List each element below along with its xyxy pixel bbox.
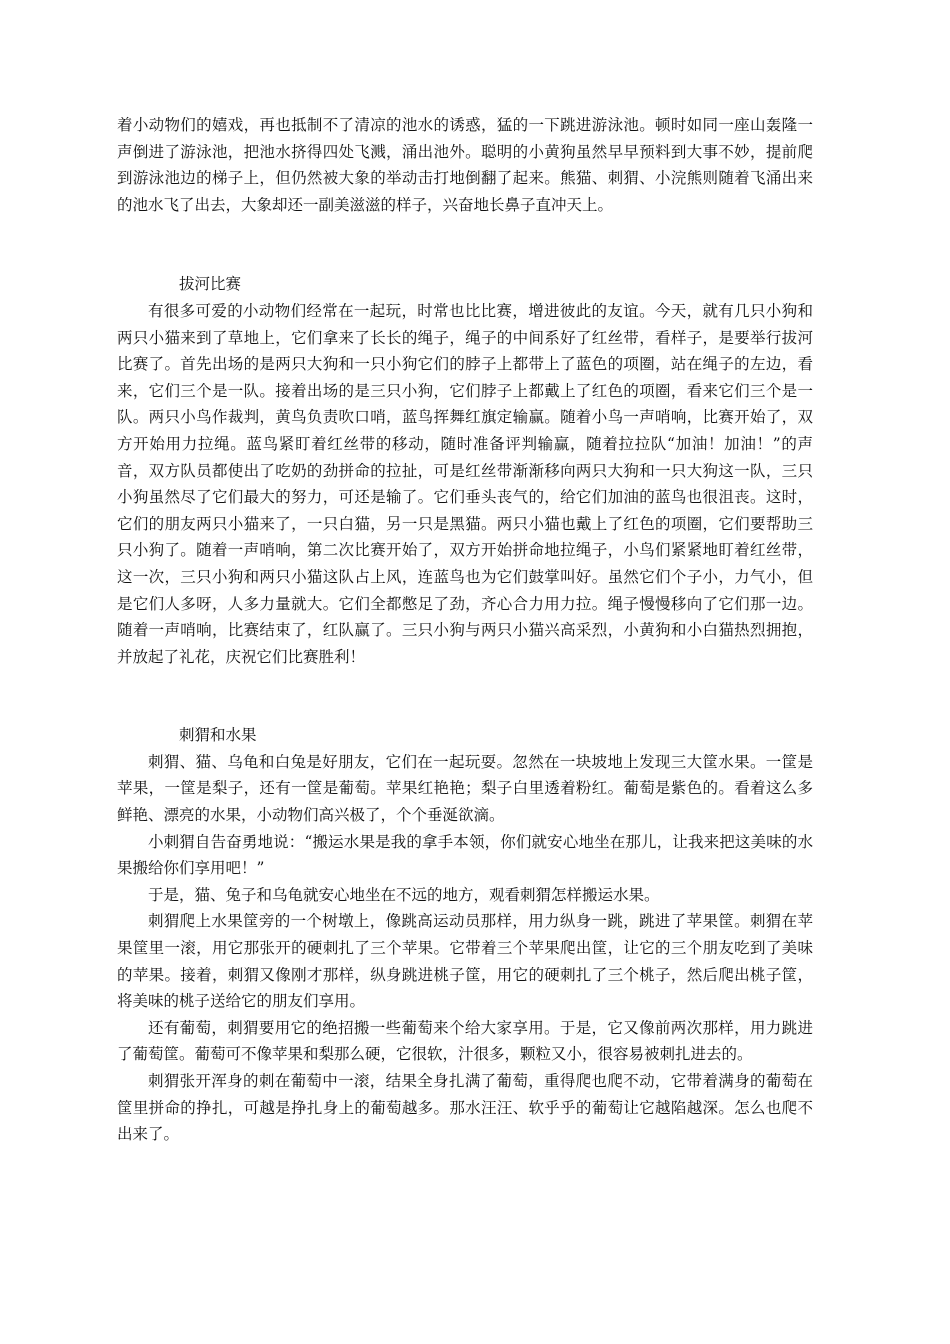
story-hedgehog-paragraph-2: 小刺猬自告奋勇地说：“搬运水果是我的拿手本领，你们就安心地坐在那儿，让我来把这美味的水果搬给你们享用吧！” [117, 832, 813, 878]
section-spacer [117, 670, 813, 722]
story-title-hedgehog: 刺猬和水果 [179, 726, 257, 745]
section-spacer [117, 218, 813, 271]
story-hedgehog-paragraph-5: 还有葡萄，刺猬要用它的绝招搬一些葡萄来个给大家享用。于是，它又像前两次那样，用力跳进了葡萄筐。葡萄可不像苹果和梨那么硬，它很软，汁很多，颗粒又小，很容易被刺扎进去的。 [117, 1018, 813, 1064]
story-hedgehog-paragraph-1: 刺猬、猫、乌龟和白兔是好朋友，它们在一起玩耍。忽然在一块坡地上发现三大筐水果。一筐是苹果，一筐是梨子，还有一筐是葡萄。苹果红艳艳；梨子白里透着粉红。葡萄是紫色的。看着这么多鲜艳、漂亮的水果，小动物们高兴极了，个个垂涎欲滴。 [117, 752, 813, 825]
story-hedgehog-paragraph-4: 刺猬爬上水果筐旁的一个树墩上，像跳高运动员那样，用力纵身一跳，跳进了苹果筐。刺猬在苹果筐里一滚，用它那张开的硬刺扎了三个苹果。它带着三个苹果爬出筐，让它的三个朋友吃到了美味的苹果。接着，刺猬又像刚才那样，纵身跳进桃子筐，用它的硬刺扎了三个桃子，然后爬出桃子筐，将美味的桃子送给它的朋友们享用。 [117, 912, 813, 1011]
story-hedgehog-paragraph-3: 于是，猫、兔子和乌龟就安心地坐在不远的地方，观看刺猬怎样搬运水果。 [148, 885, 660, 904]
story-tug-paragraph: 有很多可爱的小动物们经常在一起玩，时常也比比赛，增进彼此的友谊。今天，就有几只小狗和两只小猫来到了草地上，它们拿来了长长的绳子，绳子的中间系好了红丝带，看样子，是要举行拔河比赛了。首先出场的是两只大狗和一只小狗它们的脖子上都带上了蓝色的项圈，站在绳子的左边，看来，它们三个是一队。接着出场的是三只小狗，它们脖子上都戴上了红色的项圈，看来它们三个是一队。两只小鸟作裁判，黄鸟负责吹口哨，蓝鸟挥舞红旗定输赢。随着小鸟一声哨响，比赛开始了，双方开始用力拉绳。蓝鸟紧盯着红丝带的移动，随时准备评判输赢，随着拉拉队“加油！加油！”的声音，双方队员都使出了吃奶的劲拼命的拉扯，可是红丝带渐渐移向两只大狗和一只大狗这一队，三只小狗虽然尽了它们最大的努力，可还是输了。它们垂头丧气的，给它们加油的蓝鸟也很沮丧。这时，它们的朋友两只小猫来了，一只白猫，另一只是黑猫。两只小猫也戴上了红色的项圈，它们要帮助三只小狗了。随着一声哨响，第二次比赛开始了，双方开始拼命地拉绳子，小鸟们紧紧地盯着红丝带，这一次，三只小狗和两只小猫这队占上风，连蓝鸟也为它们鼓掌叫好。虽然它们个子小，力气小，但是它们人多呀，人多力量就大。它们全都憋足了劲，齐心合力用力拉。绳子慢慢移向了它们那一边。随着一声哨响，比赛结束了，红队赢了。三只小狗与两只小猫兴高采烈，小黄狗和小白猫热烈拥抱，并放起了礼花，庆祝它们比赛胜利！ [117, 301, 813, 666]
story-title-tug-of-war: 拔河比赛 [179, 275, 242, 294]
intro-paragraph: 着小动物们的嬉戏，再也抵制不了清凉的池水的诱惑，猛的一下跳进游泳池。顿时如同一座山轰隆一声倒进了游泳池，把池水挤得四处飞溅，涌出池外。聪明的小黄狗虽然早早预料到大事不妙，提前爬到游泳池边的梯子上，但仍然被大象的举动击打地倒翻了起来。熊猫、刺猬、小浣熊则随着飞涌出来的池水飞了出去，大象却还一副美滋滋的样子，兴奋地长鼻子直冲天上。 [117, 116, 813, 214]
document-page [117, 112, 813, 1148]
story-hedgehog-paragraph-6: 刺猬张开浑身的刺在葡萄中一滚，结果全身扎满了葡萄，重得爬也爬不动，它带着满身的葡萄在筐里拼命的挣扎，可越是挣扎身上的葡萄越多。那水汪汪、软乎乎的葡萄让它越陷越深。怎么也爬不出来了。 [117, 1072, 813, 1144]
